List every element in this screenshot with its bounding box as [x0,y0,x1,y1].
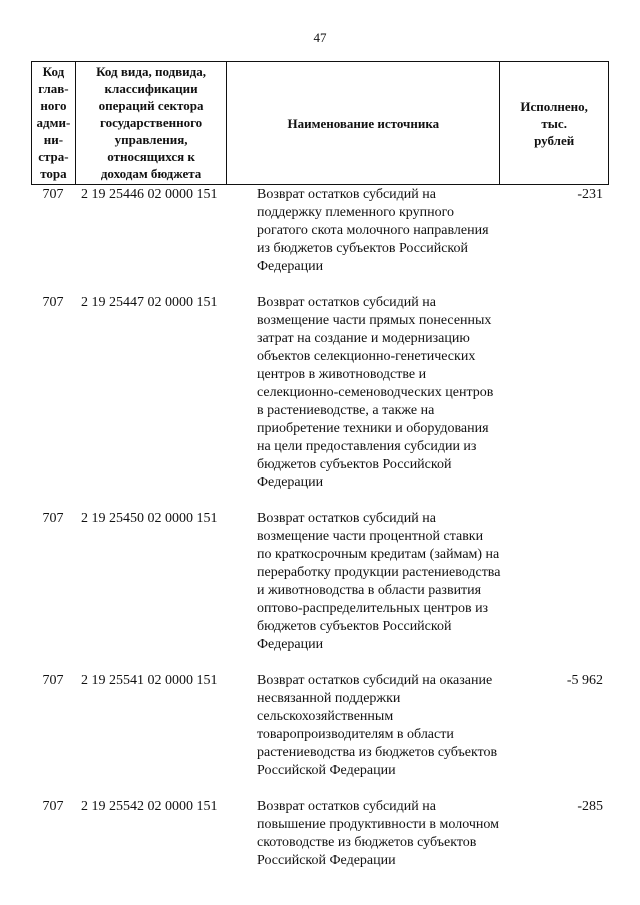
table-body [31,186,609,870]
amount-cell [501,510,609,654]
classification-code-cell: 2 19 25450 02 0000 151 [81,511,218,526]
classification-code-cell: 2 19 25447 02 0000 151 [81,295,218,310]
source-name-cell: Возврат остатков субсидий на возмещение части прямых понесенных затрат на создание и модернизацию объектов селекционно-генетических центров в животноводстве и селекционно-семеноводческих центров в растениеводстве, а также на приобретение техники и оборудования на цели предоставления субсидии из бюджетов субъектов Российской Федерации [257,295,494,490]
source-name-cell: Возврат остатков субсидий на повышение продуктивности в молочном скотоводстве из бюджетов субъектов Российской Федерации [257,799,499,868]
admin-code-cell: 707 [42,673,64,688]
classification-code-cell: 2 19 25446 02 0000 151 [81,187,218,202]
admin-code-cell: 707 [42,511,64,526]
header-classification-code: Код вида, подвида, классификации операций сектора государственного управления, относящихся к доходам бюджета [76,62,227,184]
amount-cell: -285 [577,799,603,814]
admin-code-cell: 707 [42,799,64,814]
header-executed: Исполнено, тыс. рублей [520,98,588,148]
amount-cell [501,294,609,492]
source-name-cell: Возврат остатков субсидий на поддержку племенного крупного рогатого скота молочного направления из бюджетов субъектов Российской Федерации [257,187,489,274]
classification-code-cell: 2 19 25541 02 0000 151 [81,673,218,688]
table-row [31,186,609,276]
source-name-cell: Возврат остатков субсидий на оказание несвязанной поддержки сельскохозяйственным товаропроизводителям в области растениеводства из бюджетов субъектов Российской Федерации [257,673,498,778]
admin-code-cell: 707 [42,187,64,202]
table-row [31,510,609,654]
page-number: 47 [313,30,327,45]
admin-code-cell: 707 [42,295,64,310]
table-row [31,798,609,870]
header-source-name: Наименование источника [227,62,500,184]
table-row [31,672,609,780]
table-row [31,294,609,492]
header-admin-code: Код глав- ного адми- ни- стра- тора [32,62,76,184]
amount-cell: -5 962 [566,673,603,688]
source-name-cell: Возврат остатков субсидий на возмещение части процентной ставки по краткосрочным кредитам (займам) на переработку продукции растениеводства и животноводства в области развития оптово-распределительных центров из бюджетов субъектов Российской Федерации [257,511,501,652]
amount-cell: -231 [577,187,603,202]
classification-code-cell: 2 19 25542 02 0000 151 [81,799,218,814]
table-header [31,61,609,185]
